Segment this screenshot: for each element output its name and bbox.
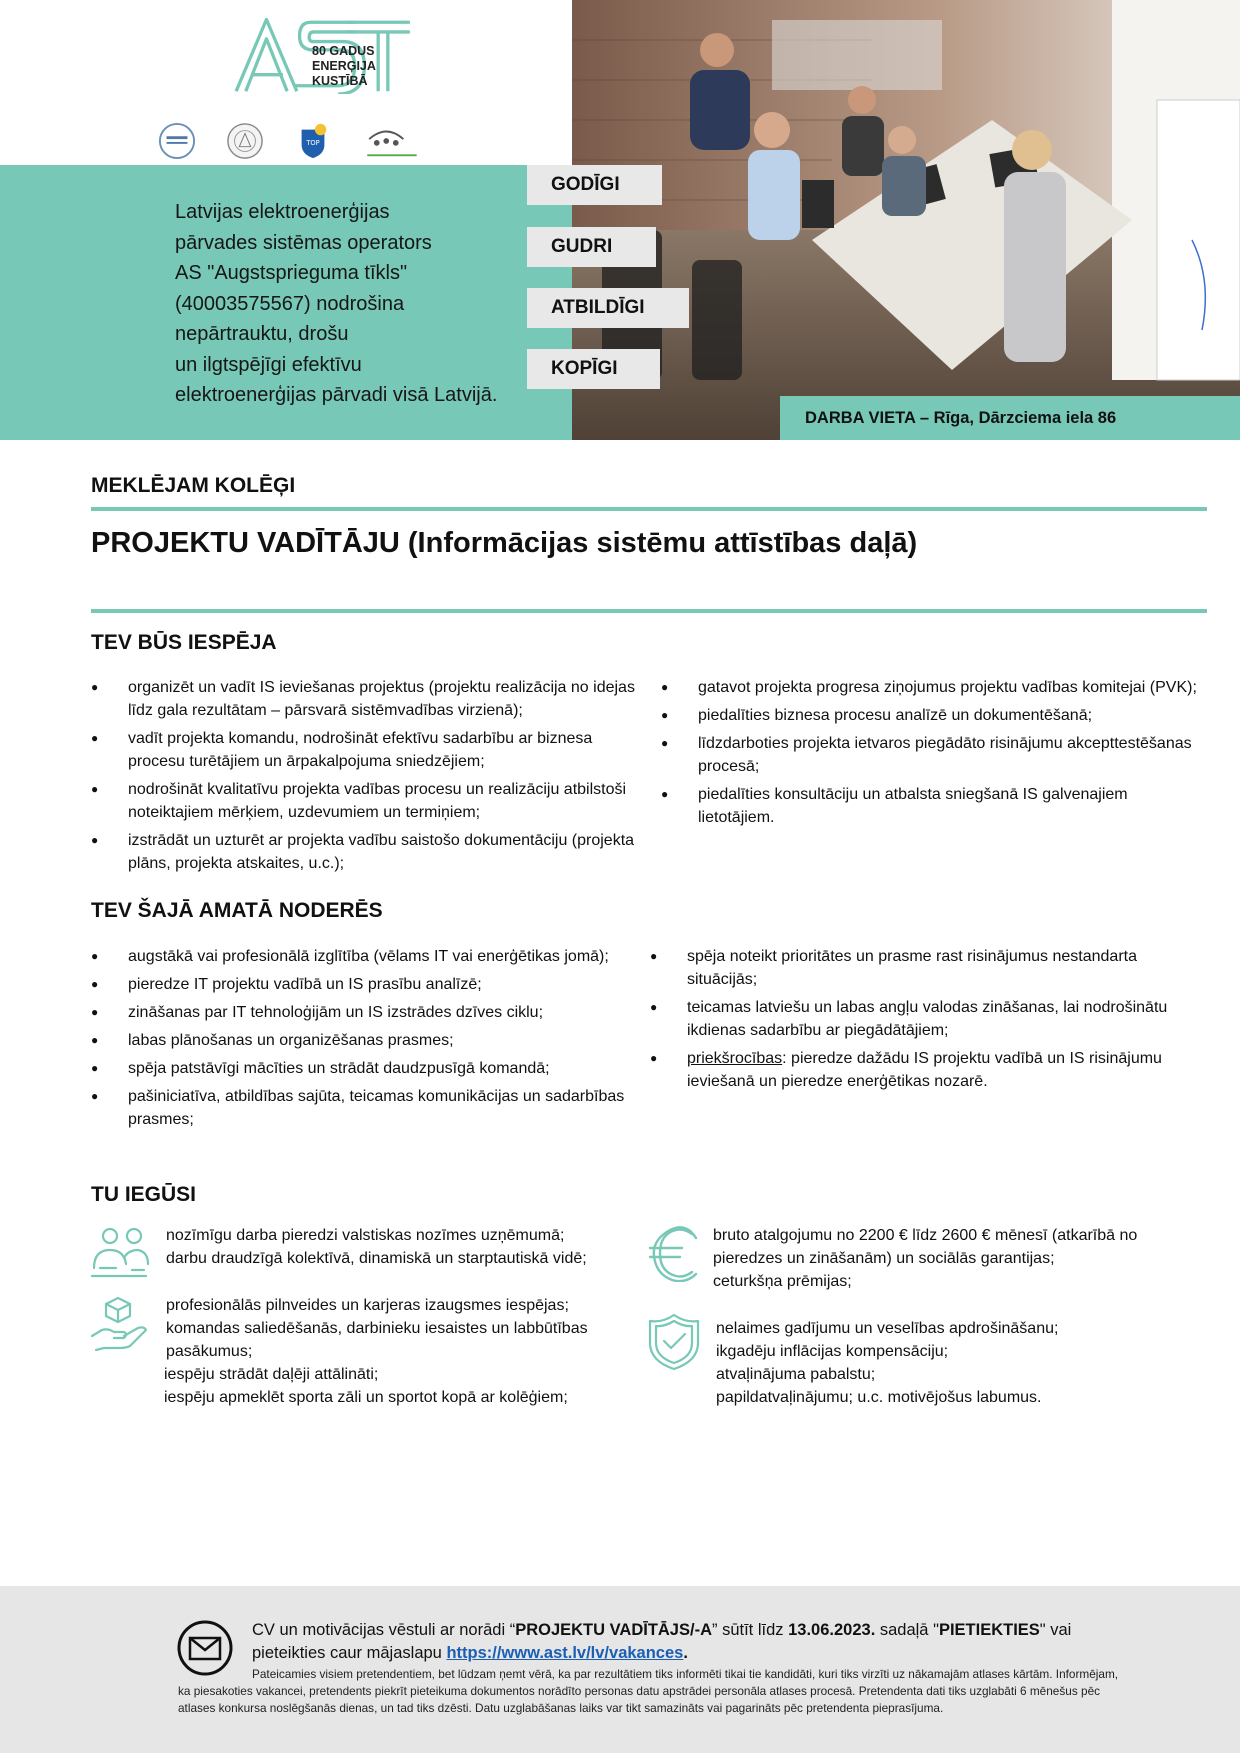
value-tag-gudri: GUDRI (527, 227, 656, 267)
requirements-list-right (650, 945, 1210, 1098)
list-item: ● vadīt projekta komandu, nodrošināt efektīvu sadarbību ar biznesa procesu turētājiem un ārpakalpojuma sniedzējiem; (91, 727, 641, 773)
benefit-line: nozīmīgu darba pieredzi valstiskas nozīmes uzņēmumā; (166, 1227, 565, 1244)
work-location: DARBA VIETA – Rīga, Dārzciema iela 86 (780, 396, 1240, 440)
list-item: ● teicamas latviešu un labas angļu valodas zināšanas, lai nodrošinātu ikdienas sadarbību ar piegādātājiem; (650, 996, 1210, 1042)
benefit-line: nelaimes gadījumu un veselības apdrošināšanu; (716, 1320, 1059, 1337)
intro-line: elektroenerģijas pārvadi visā Latvijā. (175, 384, 498, 406)
opportunities-heading: TEV BŪS IESPĒJA (91, 631, 277, 654)
certification-badges (158, 122, 420, 160)
logo-tagline (312, 44, 376, 89)
privacy-notice: Pateicamies visiem pretendentiem, bet lūdzam ņemt vērā, ka par rezultātiem tiks informēti tikai tie kandidāti, kuri tiks virzīti uz nākamajām atlases kārtām. Informējam, ka piesakoties vakancei, pretendents piekrīt pieteikuma dokumentos norādīto personas datu apstrādei personāla atlases procesā. Pretendenta dati tiks uzglabāti 6 mēnešus pēc atlases konkursa noslēgšanās dienas, un tad tiks dzēsti. Datu uzglabāšanas laiks var tikt samazināts vai pagarināts pēc pretendenta pieprasījuma. (178, 1667, 1119, 1715)
hand-box-icon (90, 1294, 150, 1352)
instruction-text: " vai (1039, 1621, 1072, 1639)
list-item: ● augstākā vai profesionālā izglītība (vēlams IT vai enerģētikas jomā); (91, 945, 631, 968)
list-item: ● izstrādāt un uzturēt ar projekta vadību saistošo dokumentāciju (projekta plāns, projekta atskaites, u.c.); (91, 829, 641, 875)
benefit-line: iespēju strādāt daļēji attālināti; (164, 1366, 379, 1383)
benefit-people-text (166, 1224, 587, 1270)
list-item: ● spēja patstāvīgi mācīties un strādāt daudzpusīgā komandā; (91, 1057, 631, 1080)
benefit-line: ceturkšņa prēmijas; (713, 1273, 852, 1290)
list-item: ● līdzdarboties projekta ietvaros piegādāto risinājumu akcepttestēšanas procesā; (661, 732, 1206, 778)
benefit-line: pieredzes un zināšanām) un sociālās garantijas; (713, 1250, 1055, 1267)
benefit-line: komandas saliedēšanās, darbinieku iesaistes un labbūtības (166, 1320, 588, 1337)
deadline-date: 13.06.2023. (788, 1621, 876, 1639)
list-item-advantages (650, 1047, 1210, 1093)
instruction-text: CV un motivācijas vēstuli ar norādi “ (252, 1621, 516, 1639)
benefit-line: darbu draudzīgā kolektīvā, dinamiskā un starptautiskā vidē; (166, 1250, 587, 1267)
shield-check-icon (648, 1313, 708, 1371)
section-kicker: MEKLĒJAM KOLĒĢI (91, 474, 296, 497)
value-tag-godigi: GODĪGI (527, 165, 662, 205)
intro-line: (40003575567) nodrošina (175, 292, 405, 315)
advantages-text: : pieredze dažādu IS projektu vadībā un IS risinājumu ieviešanā un pieredze enerģētikas nozarē. (687, 1050, 1162, 1090)
list-item: ● gatavot projekta progresa ziņojumus projektu vadības komitejai (PVK); (661, 676, 1206, 699)
benefit-salary-text (713, 1224, 1137, 1293)
instruction-text: pieteikties caur mājaslapu (252, 1644, 447, 1662)
divider (91, 609, 1207, 613)
benefit-line: iespēju apmeklēt sporta zāli un sportot kopā ar kolēģiem; (164, 1389, 568, 1406)
list-item: ● pašiniciatīva, atbildības sajūta, teicamas komunikācijas un sadarbības prasmes; (91, 1085, 631, 1131)
intro-line: AS "Augstsprieguma tīkls" (175, 262, 408, 284)
tagline-line: 80 GADUS (312, 44, 375, 58)
application-instructions (252, 1619, 1112, 1665)
euro-icon (648, 1224, 708, 1282)
job-title: PROJEKTU VADĪTĀJU (Informācijas sistēmu attīstības daļā) (91, 527, 918, 559)
tagline-line: ENERĢIJA (312, 59, 376, 73)
tagline-line: KUSTĪBĀ (312, 74, 368, 88)
list-item: ● organizēt un vadīt IS ieviešanas projektus (projektu realizācija no idejas līdz gala rezultātam – pārsvarā sistēmvadības virzienā); (91, 676, 641, 722)
instruction-text: sadaļā " (875, 1621, 939, 1639)
requirements-list-left (91, 945, 631, 1136)
benefit-line: ikgadēju inflācijas kompensāciju; (716, 1343, 949, 1360)
benefit-line: papildatvaļinājumu; u.c. motivējošus labumus. (716, 1389, 1042, 1406)
list-item: ● labas plānošanas un organizēšanas prasmes; (91, 1029, 631, 1052)
position-code: PROJEKTU VADĪTĀJS/-A (515, 1621, 712, 1639)
benefit-line: bruto atalgojumu no 2200 € līdz 2600 € mēnesī (atkarībā no (713, 1227, 1138, 1244)
benefit-line: atvaļinājuma pabalstu; (716, 1366, 876, 1383)
intro-line: Latvijas elektroenerģijas (175, 201, 390, 223)
opportunities-list-left (91, 676, 641, 880)
divider (91, 507, 1207, 511)
advantages-label: priekšrocības (687, 1050, 783, 1067)
list-item: ● nodrošināt kvalitatīvu projekta vadības procesu un realizāciju atbilstoši noteiktajiem mērķiem, uzdevumiem un termiņiem; (91, 778, 641, 824)
people-icon (90, 1224, 150, 1282)
list-item: ● zināšanas par IT tehnoloģijām un IS izstrādes dzīves ciklu; (91, 1001, 631, 1024)
intro-line: pārvades sistēmas operators (175, 231, 432, 254)
requirements-heading: TEV ŠAJĀ AMATĀ NODERĒS (91, 899, 383, 922)
list-item: ● piedalīties biznesa procesu analīzē un dokumentēšanā; (661, 704, 1206, 727)
value-tag-atbildigi: ATBILDĪGI (527, 288, 689, 328)
intro-line: nepārtrauktu, drošu (175, 323, 349, 345)
benefits-heading: TU IEGŪSI (91, 1183, 197, 1206)
opportunities-list-right (661, 676, 1206, 834)
svg-text:TOP: TOP (306, 138, 320, 147)
value-tag-kopigi: KOPĪGI (527, 349, 660, 389)
top-employer-badge-icon (294, 122, 332, 160)
instruction-text: . (683, 1644, 688, 1662)
list-item: ● pieredze IT projektu vadībā un IS prasību analīzē; (91, 973, 631, 996)
benefit-growth-text (166, 1294, 588, 1409)
team-meeting-photo (572, 0, 1240, 440)
seal-badge-icon (226, 122, 264, 160)
dnv-certificate-badge-icon (158, 122, 196, 160)
family-friendly-badge-icon (362, 122, 420, 160)
apply-section-name: PIETIEKTIES (938, 1621, 1040, 1639)
instruction-text: ” sūtīt līdz (712, 1621, 789, 1639)
company-intro (175, 197, 535, 411)
benefit-line: profesionālās pilnveides un karjeras izaugsmes iespējas; (166, 1297, 569, 1314)
benefit-line: pasākumus; (166, 1343, 253, 1360)
list-item: ● piedalīties konsultāciju un atbalsta sniegšanā IS galvenajiem lietotājiem. (661, 783, 1206, 829)
benefit-insurance-text (716, 1317, 1058, 1409)
intro-line: un ilgtspējīgi efektīvu (175, 353, 362, 376)
list-item: ● spēja noteikt prioritātes un prasme rast risinājumus nestandarta situācijās; (650, 945, 1210, 991)
vacancies-link[interactable]: https://www.ast.lv/lv/vakances (446, 1644, 684, 1662)
